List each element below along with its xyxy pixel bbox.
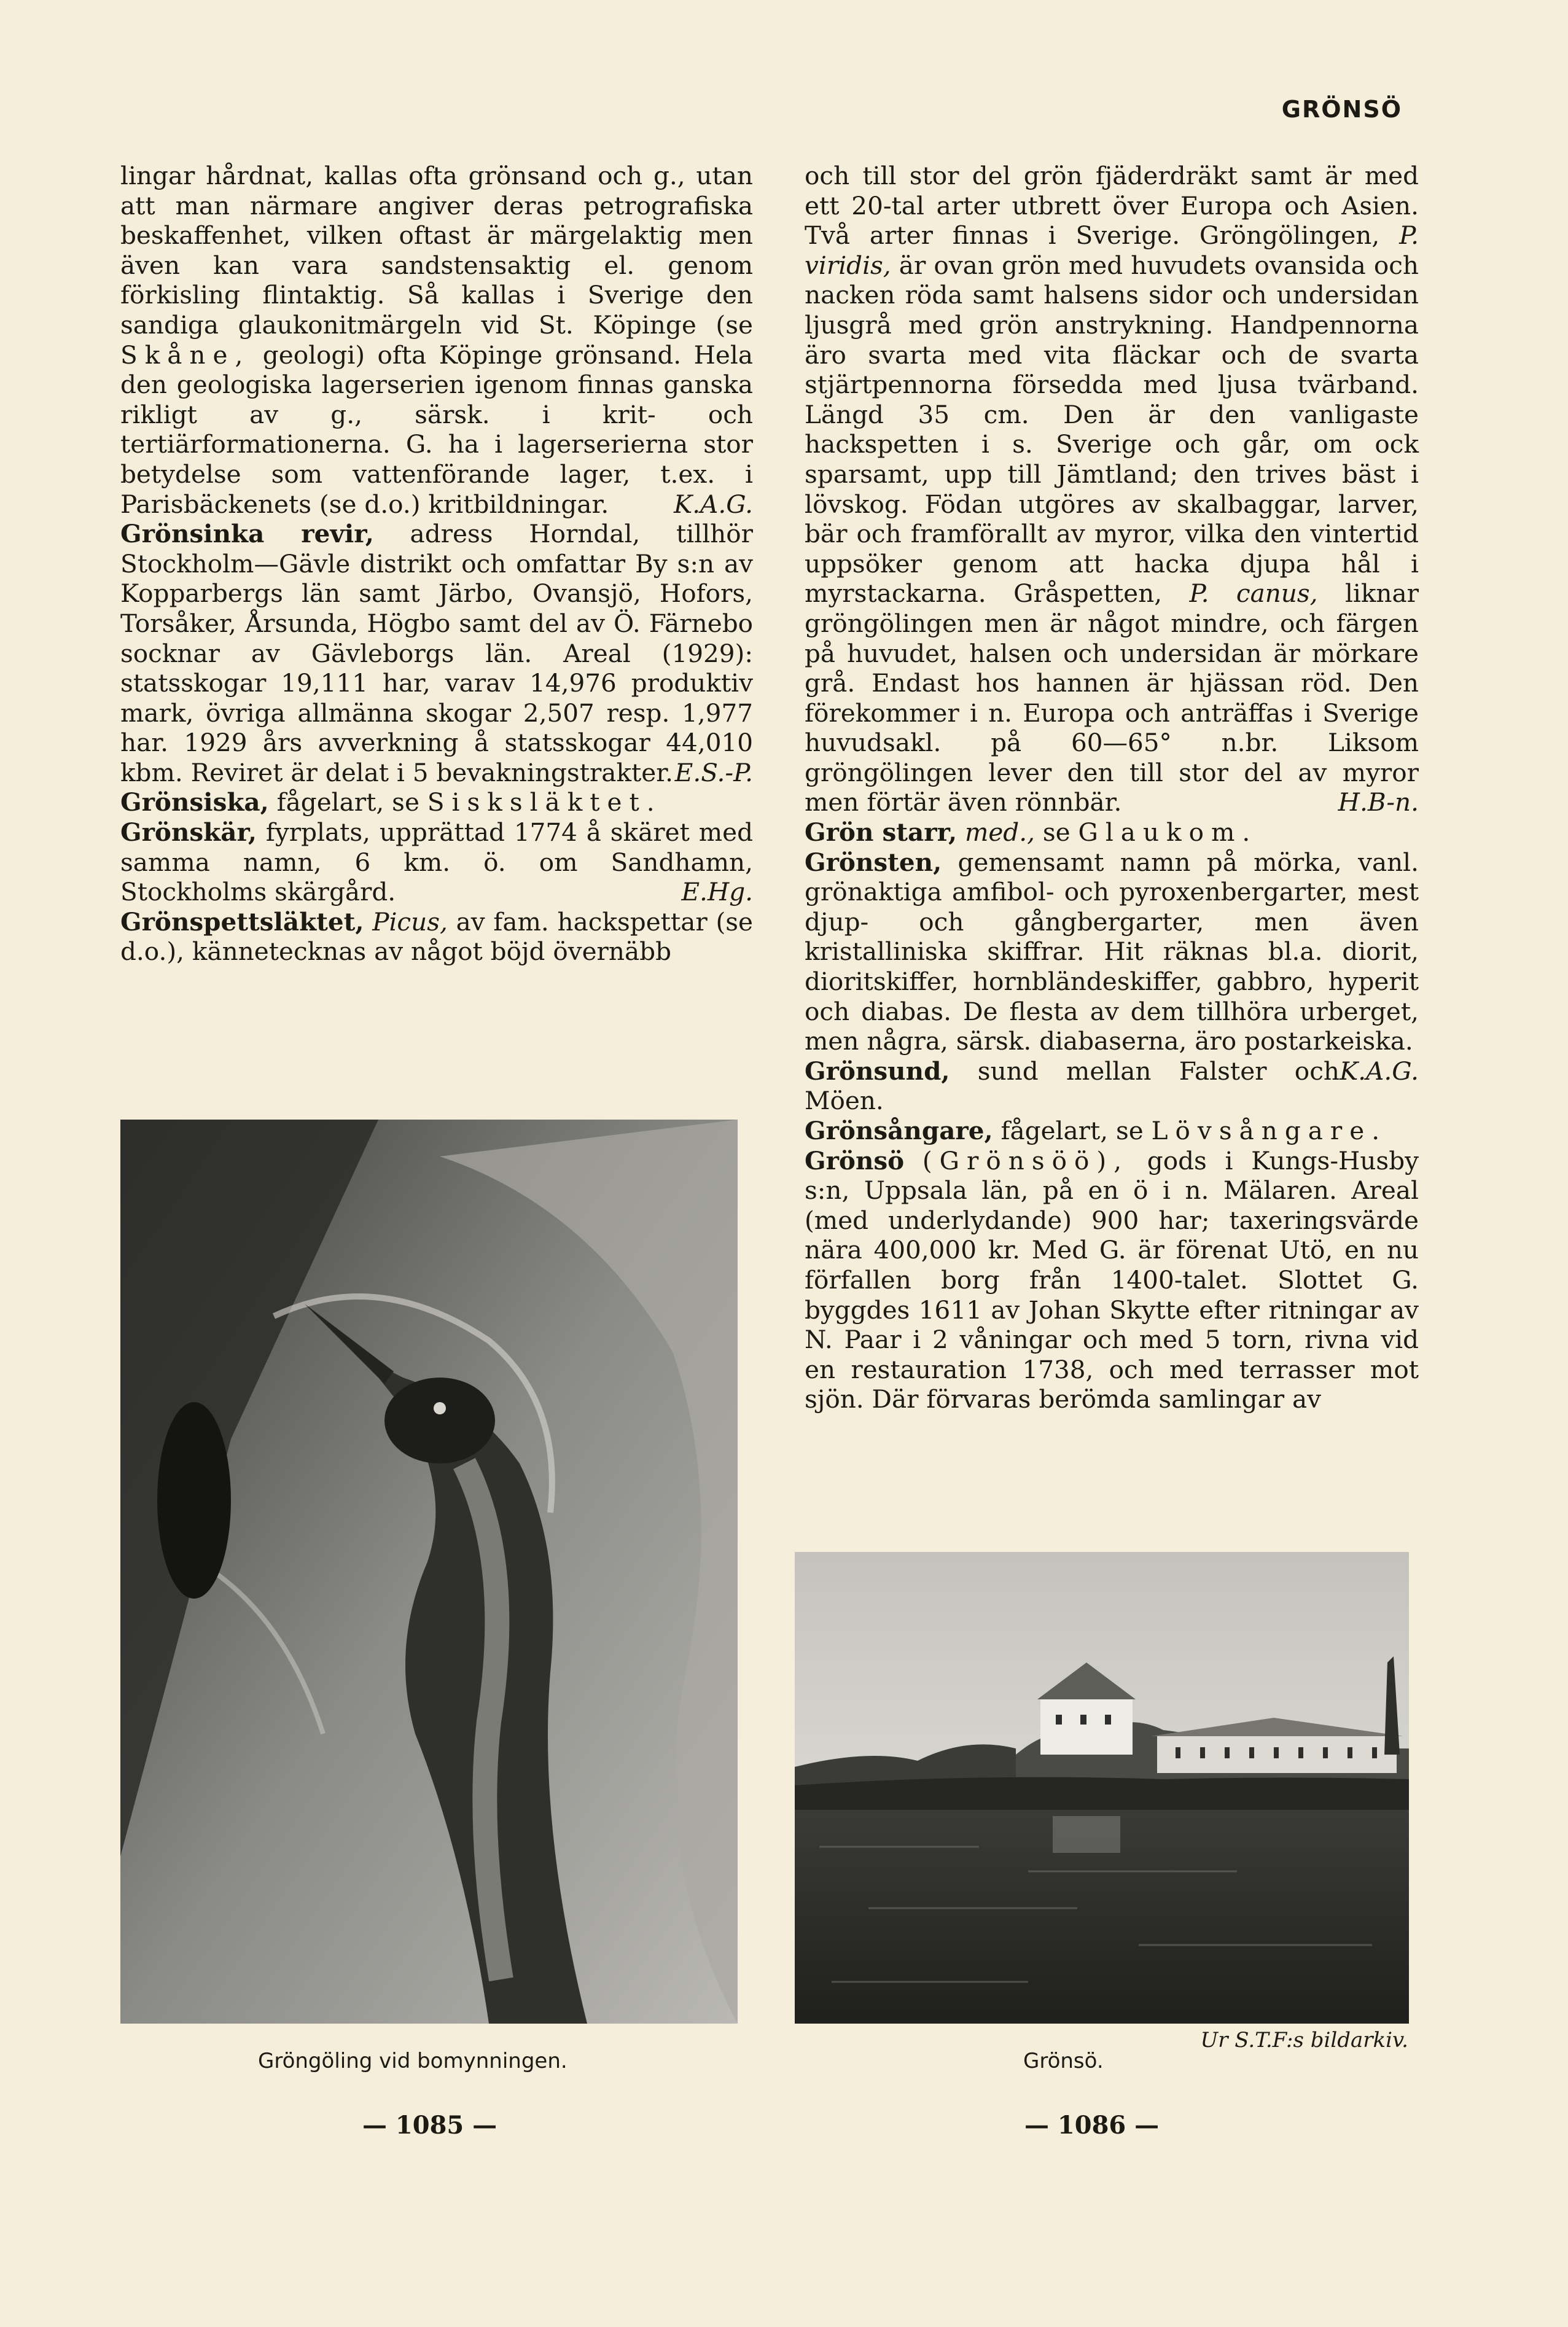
headword: Grönspettsläktet, [120, 906, 364, 937]
entry-gronsand [120, 161, 753, 519]
text-italic: Picus, [372, 906, 448, 937]
headword: Grönsund, [805, 1056, 950, 1086]
entry-gronspett-cont [805, 161, 1419, 817]
running-header: GRÖNSÖ [1281, 96, 1402, 123]
page-number-right: — 1086 — [1024, 2111, 1160, 2140]
page-number-left: — 1085 — [362, 2111, 497, 2140]
text-spaced: Sisksläktet. [427, 787, 662, 817]
entry-gronspettslaktet [120, 907, 753, 967]
text-spaced: (Grönsöö), [922, 1145, 1129, 1175]
signature: E.S.-P. [674, 757, 753, 787]
signature: E.Hg. [681, 877, 753, 907]
entry-gronsangare [805, 1116, 1419, 1146]
right-column [805, 161, 1419, 1414]
text: fågelart, se [276, 787, 419, 817]
text: fågelart, se [1000, 1116, 1144, 1145]
headword: Grönsiska, [120, 787, 269, 817]
headword: Grön starr, [805, 817, 958, 848]
left-column [120, 161, 753, 967]
text: och till stor del grön fjäderdräkt samt är med ett 20-tal arter utbrett över Europa och Asien. Två arter finnas i Sverige. Gröngölingen, [805, 161, 1419, 251]
text: av fam. hackspettar (se d.o.), kännetecknas av något böjd övernäbb [120, 906, 754, 967]
text: se [1042, 817, 1071, 848]
figure-caption-right: Grönsö. [1023, 2049, 1104, 2073]
castle-landscape-illustration [795, 1552, 1409, 2024]
signature: H.B-n. [1338, 787, 1419, 817]
text: adress Horndal, tillhör Stockholm—Gävle distrikt och omfattar By s:n av Kopparbergs län samt Järbo, Ovansjö, Hofors, Torsåker, Årsunda, Högbo samt del av Ö. Färnebo socknar av Gävleborgs län. Areal (1929): statsskogar 19,111 har, varav 14,976 produktiv mark, övriga allmänna skogar 2,507 resp. 1,977 har. 1929 års avverkning å statsskogar 44,010 kbm. Reviret är delat i 5 bevakningstrakter. [120, 519, 753, 787]
entry-gronsiska [120, 787, 753, 817]
woodpecker-illustration [120, 1120, 738, 2024]
woodpecker-photo [120, 1120, 738, 2024]
text-italic: P. canus, [1189, 579, 1318, 609]
text: lingar hårdnat, kallas ofta grönsand och g., utan att man närmare angiver deras petrografiska beskaffenhet, vilken oftast är märgelaktig men även kan vara sandstensaktig el. genom förkisling flintaktig. Så kallas i Sverige den sandiga glaukonitmärgeln vid St. Köpinge (se [120, 161, 753, 340]
entry-gronsund [805, 1056, 1419, 1116]
text: sund mellan Falster och Möen. [805, 1056, 1340, 1116]
gronso-photo [795, 1552, 1409, 2024]
headword: Grönsinka revir, [120, 519, 374, 549]
text-italic: P. viridis, [805, 220, 1419, 280]
headword: Grönskär, [120, 817, 257, 848]
text-spaced: Skåne, [120, 340, 251, 370]
text: liknar gröngölingen men är något mindre, och färgen på huvudet, halsen och undersidan är mörkare grå. Endast hos hannen är hjässan röd. Den förekommer i n. Europa och anträffas i Sverige huvudsakl. på 60—65° n.br. Liksom gröngölingen lever den till stor del av myror men förtär även rönnbär. [805, 579, 1419, 817]
entry-gron-starr [805, 817, 1419, 848]
text-spaced: Glaukom. [1078, 817, 1258, 848]
text: gods i Kungs-Husby s:n, Uppsala län, på en ö i n. Mälaren. Areal (med underlydande) 900 har; taxeringsvärde nära 400,000 kr. Med G. är förenat Utö, en nu förfallen borg från 1400-talet. Slottet G. byggdes 1611 av Johan Skytte efter ritningar av N. Paar i 2 våningar och med 5 torn, rivna vid en restauration 1738, och med terrasser mot sjön. Där förvaras berömda samlingar av [805, 1145, 1419, 1414]
photo-credit: Ur S.T.F:s bildarkiv. [1200, 2028, 1408, 2052]
text: är ovan grön med huvudets ovansida och nacken röda samt halsens sidor och undersidan ljusgrå med grön anstrykning. Handpennorna äro svarta med vita fläckar och de svarta stjärtpennorna försedda med ljusa tvärband. Längd 35 cm. Den är den vanligaste hackspetten i s. Sverige och går, om ock sparsamt, upp till Jämtland; den trives bäst i lövskog. Födan utgöres av skalbaggar, larver, bär och framförallt av myror, vilka den vintertid uppsöker genom att hacka djupa hål i myrstackarna. Gråspetten, [805, 250, 1419, 609]
headword: Grönsångare, [805, 1116, 993, 1145]
entry-gronso [805, 1146, 1419, 1414]
text: gemensamt namn på mörka, vanl. grönaktiga amfibol- och pyroxenbergarter, mest djup- och gångbergarter, men även kristalliniska skiffrar. Hit räknas bl.a. diorit, dioritskiffer, hornbländeskiffer, gabbro, hyperit och diabas. De flesta av dem tillhöra urberget, men några, särsk. diabaserna, äro postarkeiska. [805, 847, 1419, 1056]
headword: Grönsö [805, 1145, 905, 1175]
signature: K.A.G. [673, 489, 753, 519]
entry-gronsinka-revir [120, 519, 753, 787]
text-italic: med., [964, 817, 1035, 848]
text-spaced: Lövsångare. [1151, 1116, 1387, 1145]
entry-gronskar [120, 817, 753, 907]
text: fyrplats, upprättad 1774 å skäret med samma namn, 6 km. ö. om Sandhamn, Stockholms skärgård. [120, 817, 753, 907]
text: geologi) ofta Köpinge grönsand. Hela den geologiska lagerserien igenom finnas ganska rikligt av g., särsk. i krit- och tertiärformationerna. G. ha i lagerserierna stor betydelse som vattenförande lager, t.ex. i Parisbäckenets (se d.o.) kritbildningar. [120, 340, 753, 519]
signature: K.A.G. [1339, 1056, 1419, 1086]
figure-caption-left: Gröngöling vid bomynningen. [258, 2049, 568, 2073]
headword: Grönsten, [805, 847, 942, 877]
